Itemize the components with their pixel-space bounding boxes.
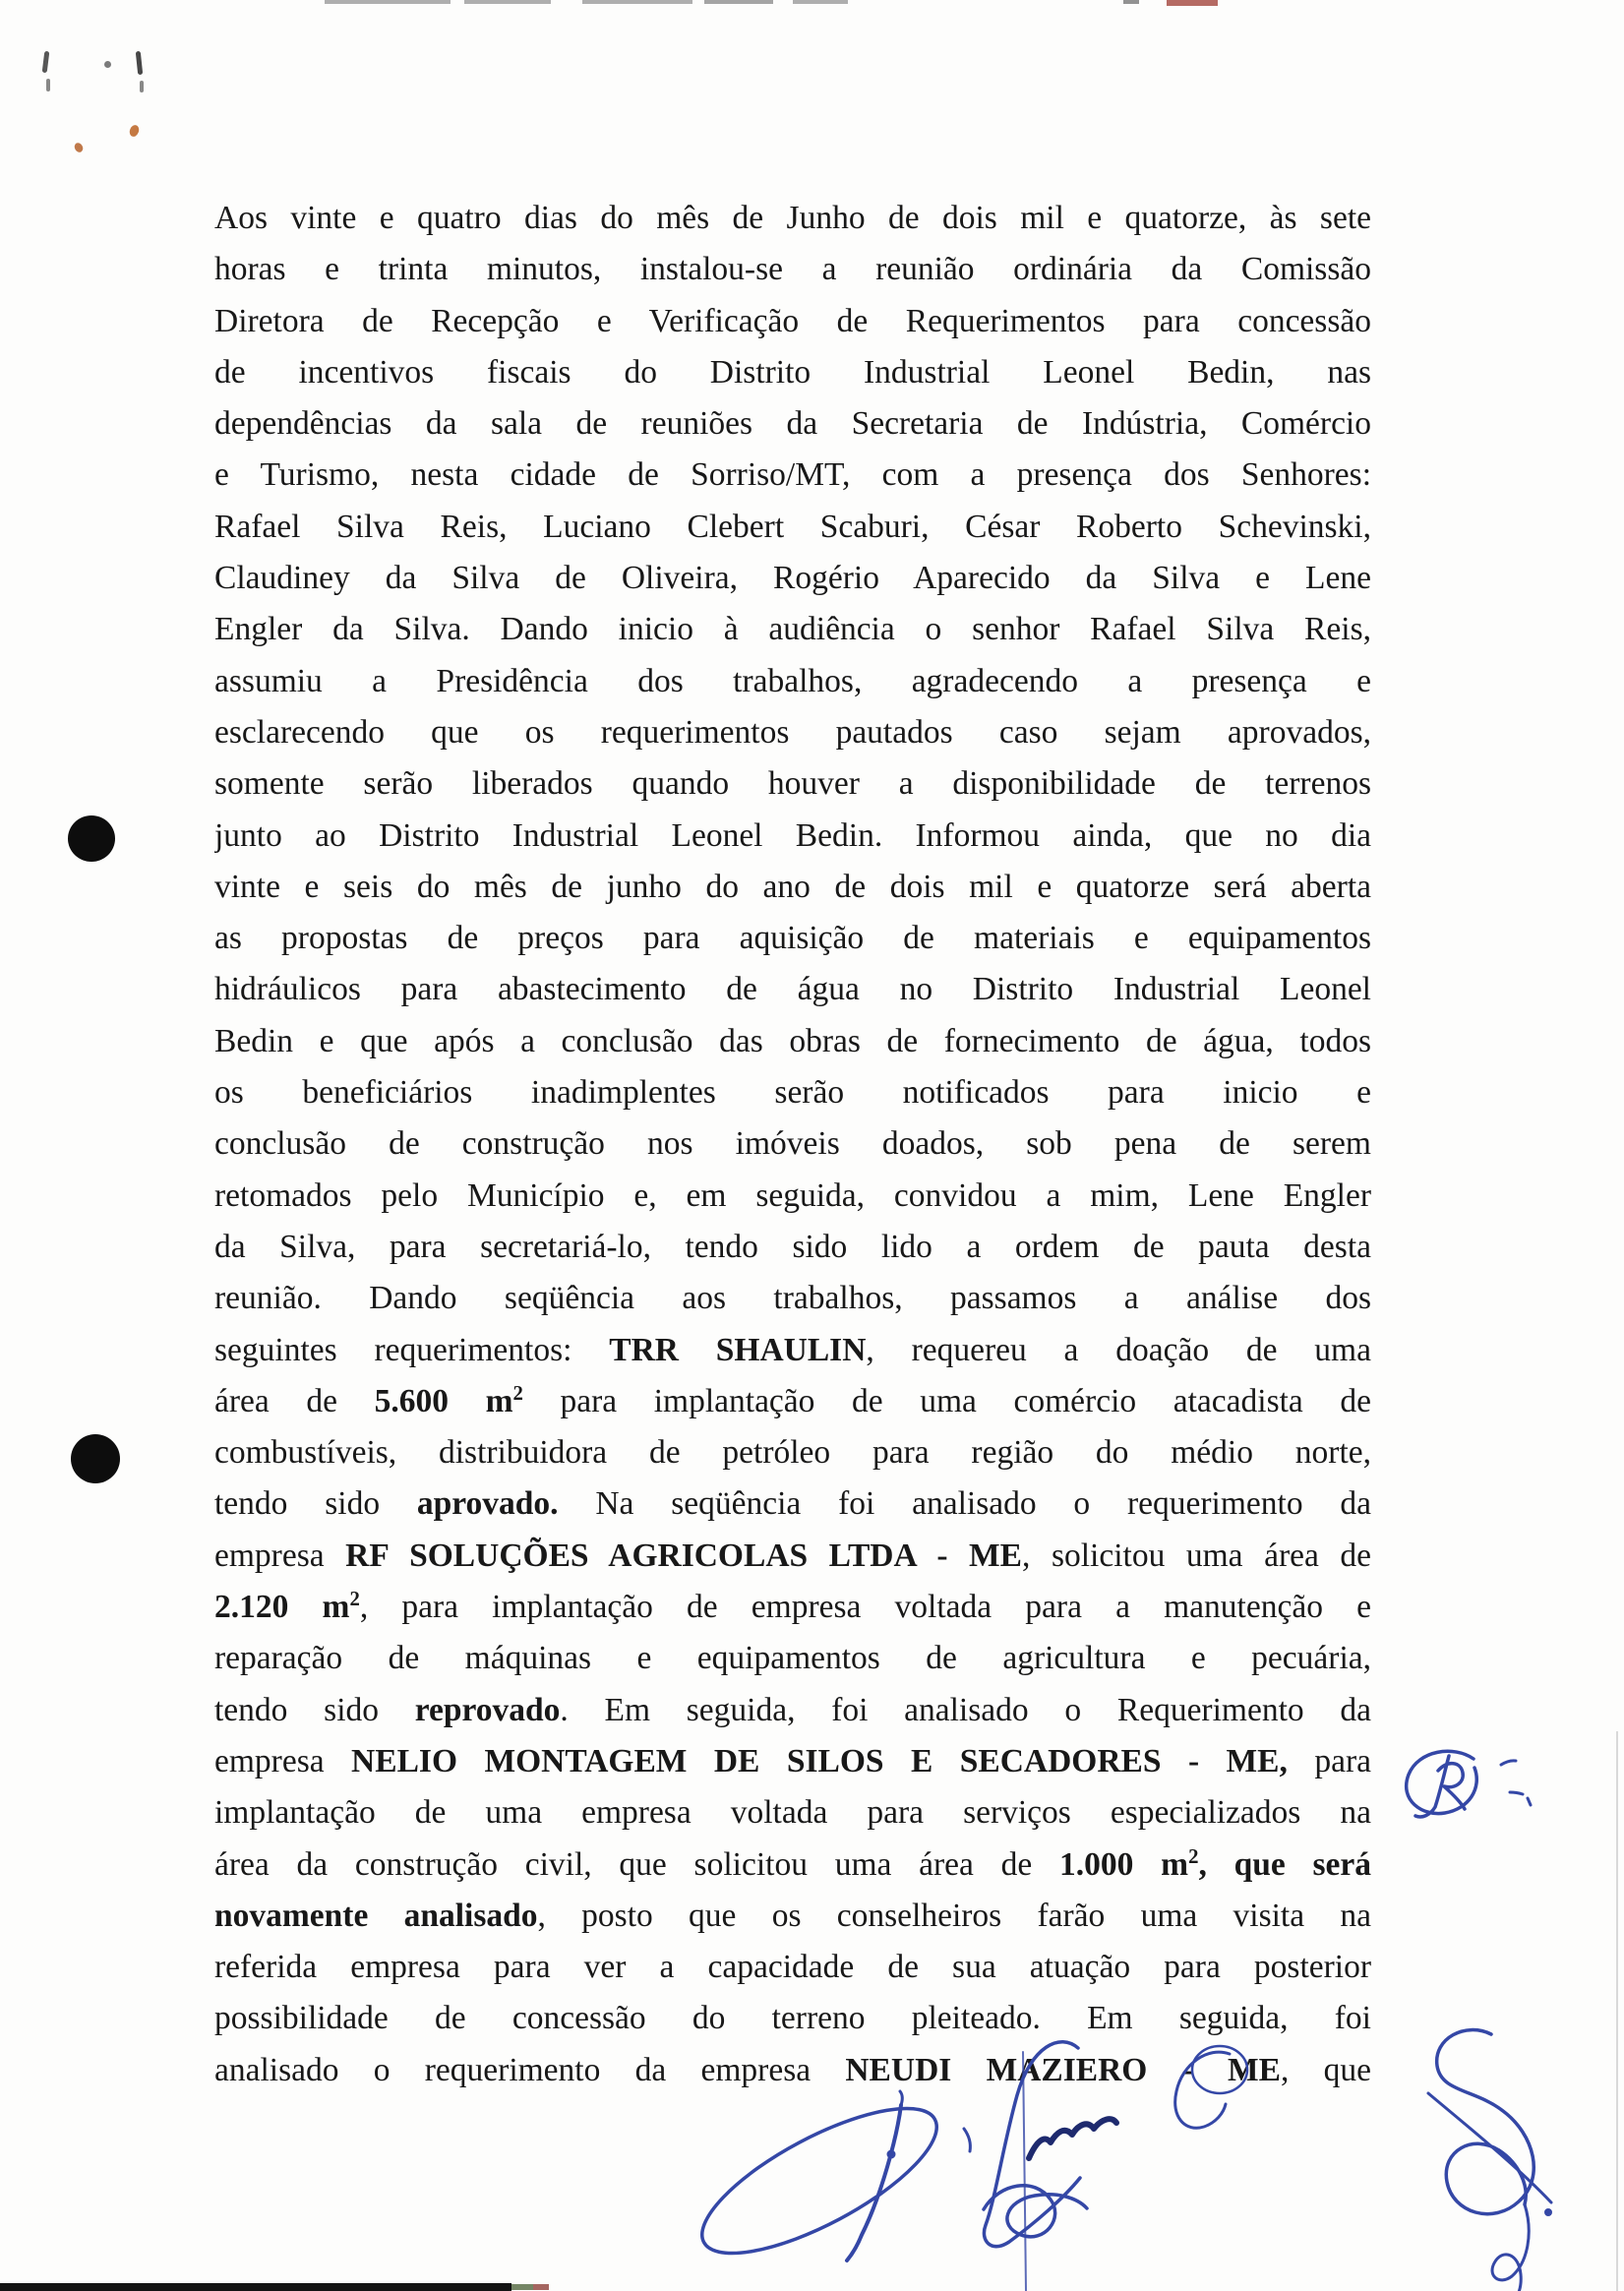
text-line: novamente analisado, posto que os conselheiros farão uma visita na (214, 1897, 1371, 1934)
text-line: os beneficiários inadimplentes serão notificados para inicio e (214, 1074, 1371, 1112)
text-line: empresa NELIO MONTAGEM DE SILOS E SECADORES - ME, para (214, 1742, 1371, 1779)
text-line: Engler da Silva. Dando inicio à audiência o senhor Rafael Silva Reis, (214, 611, 1371, 648)
scan-dash-red (1167, 0, 1218, 6)
text-line: Bedin e que após a conclusão das obras de fornecimento de água, todos (214, 1022, 1371, 1059)
text-line: seguintes requerimentos: TRR SHAULIN, requereu a doação de uma (214, 1331, 1371, 1368)
scan-dash (704, 0, 773, 4)
ink-smudge (140, 81, 144, 92)
text-line: implantação de uma empresa voltada para serviços especializados na (214, 1794, 1371, 1832)
scan-dash (1123, 0, 1139, 4)
ink-stroke (847, 2105, 901, 2261)
ink-stroke (1545, 2209, 1552, 2216)
ink-stroke (1510, 1792, 1523, 1794)
ink-smudge (42, 51, 50, 73)
document-body-text (214, 193, 1371, 2096)
text-line: analisado o requerimento da empresa NEUDI MAZIERO - ME, que (214, 2051, 1371, 2088)
text-line: horas e trinta minutos, instalou-se a reunião ordinária da Comissão (214, 251, 1371, 288)
text-line: as propostas de preços para aquisição de materiais e equipamentos (214, 920, 1371, 957)
text-line: hidráulicos para abastecimento de água no Distrito Industrial Leonel (214, 971, 1371, 1008)
text-line: junto ao Distrito Industrial Leonel Bedin. Informou ainda, que no dia (214, 816, 1371, 854)
ink-smudge (46, 79, 50, 91)
text-line: retomados pelo Município e, em seguida, convidou a mim, Lene Engler (214, 1176, 1371, 1214)
hole-punch-mark (68, 815, 115, 862)
ink-smudge (104, 61, 111, 68)
ink-stroke (1501, 1761, 1516, 1765)
text-line: vinte e seis do mês de junho do ano de dois mil e quatorze será aberta (214, 868, 1371, 905)
scan-fleck (511, 2284, 533, 2290)
text-line: combustíveis, distribuidora de petróleo para região do médio norte, (214, 1434, 1371, 1472)
text-line: 2.120 $m^2$, para implantação de empresa voltada para a manutenção e (214, 1587, 1371, 1626)
text-line: esclarecendo que os requerimentos pautados caso sejam aprovados, (214, 713, 1371, 751)
scan-dash (325, 0, 451, 4)
text-line: da Silva, para secretariá-lo, tendo sido lido a ordem de pauta desta (214, 1228, 1371, 1265)
text-line: e Turismo, nesta cidade de Sorriso/MT, com a presença dos Senhores: (214, 456, 1371, 494)
ink-stroke (1438, 1764, 1465, 1809)
hole-punch-mark (71, 1434, 120, 1483)
text-line: Diretora de Recepção e Verificação de Requerimentos para concessão (214, 302, 1371, 339)
ink-stroke (1492, 2204, 1529, 2291)
ink-stroke (1428, 2093, 1551, 2202)
bottom-edge-scan-bar (0, 2283, 511, 2291)
text-line: Aos vinte e quatro dias do mês de Junho de dois mil e quatorze, às sete (214, 200, 1371, 236)
ink-stroke (984, 2186, 1087, 2237)
ink-stroke (1528, 1798, 1531, 1805)
text-line: Claudiney da Silva de Oliveira, Rogério Aparecido da Silva e Lene (214, 560, 1371, 597)
text-line: assumiu a Presidência dos trabalhos, agradecendo a presença e (214, 662, 1371, 699)
ink-stroke (964, 2129, 970, 2151)
orange-speck (73, 142, 85, 154)
scan-fleck (533, 2284, 549, 2290)
text-line: possibilidade de concessão do terreno pleiteado. Em seguida, foi (214, 2000, 1371, 2037)
text-line: tendo sido reprovado. Em seguida, foi analisado o Requerimento da (214, 1691, 1371, 1728)
text-line: referida empresa para ver a capacidade de sua atuação para posterior (214, 1949, 1371, 1986)
illegible-handwritten-signature-left (684, 2081, 955, 2281)
text-line: de incentivos fiscais do Distrito Industrial Leonel Bedin, nas (214, 353, 1371, 391)
text-line: tendo sido aprovado. Na seqüência foi analisado o requerimento da (214, 1485, 1371, 1523)
ink-stroke (1407, 1751, 1477, 1813)
text-line: somente serão liberados quando houver a disponibilidade de terrenos (214, 765, 1371, 803)
right-edge-shadow-line (1616, 1731, 1618, 2291)
scan-dash (464, 0, 551, 4)
text-line: conclusão de construção nos imóveis doados, sob pena de serem (214, 1125, 1371, 1163)
text-line: Rafael Silva Reis, Luciano Clebert Scaburi, César Roberto Schevinski, (214, 508, 1371, 545)
circled-initials-right-margin (1407, 1751, 1531, 1817)
ink-stroke (1415, 1756, 1449, 1817)
text-line: dependências da sala de reuniões da Secretaria de Indústria, Comércio (214, 405, 1371, 443)
ink-stroke (684, 2081, 955, 2281)
text-line: empresa RF SOLUÇÕES AGRICOLAS LTDA - ME, solicitou uma área de (214, 1537, 1371, 1574)
text-line: área de 5.600 $m^2$ para implantação de uma comércio atacadista de (214, 1381, 1371, 1419)
text-line: reparação de máquinas e equipamentos de agricultura e pecuária, (214, 1640, 1371, 1677)
orange-speck (128, 124, 141, 138)
ink-stroke (887, 2150, 895, 2158)
illegible-handwritten-signature-right (1428, 2030, 1552, 2291)
ink-smudge (136, 51, 143, 75)
ink-stroke (1029, 2119, 1116, 2158)
text-line: área da construção civil, que solicitou uma área de 1.000 $m^2$, que será (214, 1844, 1371, 1883)
scan-dash (582, 0, 692, 4)
ink-stroke (1437, 2030, 1534, 2214)
text-line: reunião. Dando seqüência aos trabalhos, passamos a análise dos (214, 1280, 1371, 1317)
scan-dash (793, 0, 848, 4)
